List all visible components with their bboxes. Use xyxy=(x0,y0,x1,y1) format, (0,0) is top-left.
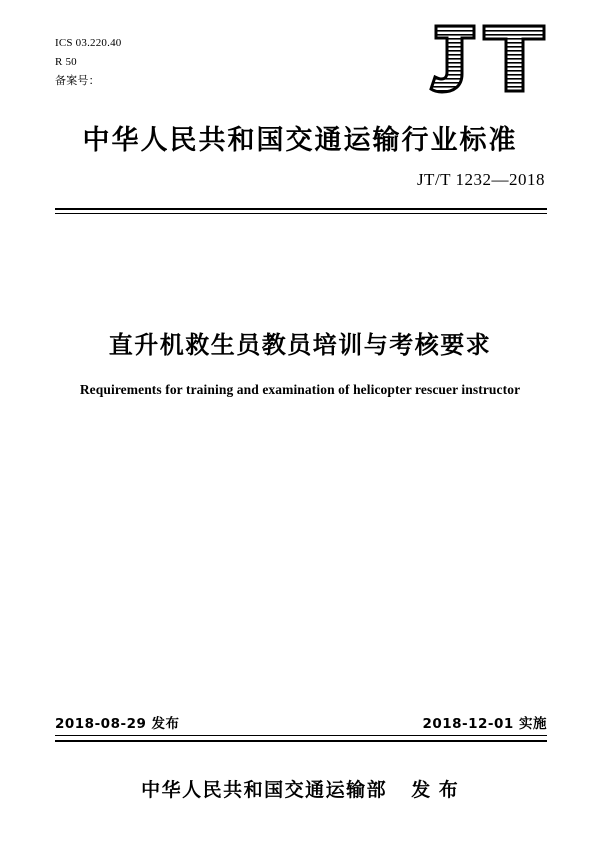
jt-logo-icon xyxy=(428,22,548,96)
document-meta-block xyxy=(55,34,121,91)
divider-bottom-thick xyxy=(55,740,547,742)
divider-top-thick xyxy=(55,208,547,210)
publish-label: 发 布 xyxy=(411,779,459,801)
divider-bottom-thin xyxy=(55,735,547,736)
ics-code: ICS 03.220.40 xyxy=(55,37,122,49)
issue-date: 2018-08-29 发布 xyxy=(55,716,180,732)
organization-title: 中华人民共和国交通运输行业标准 xyxy=(82,125,518,156)
date-row xyxy=(55,712,547,732)
divider-top-thin xyxy=(55,213,547,214)
issuer-line xyxy=(0,775,600,802)
record-number: 备案号： xyxy=(55,75,100,87)
issuer-name: 中华人民共和国交通运输部 xyxy=(141,779,388,801)
classification-code: R 50 xyxy=(55,56,77,68)
page-title-english: Requirements for training and examination of helicopter rescuer instructor xyxy=(79,382,521,397)
effective-date: 2018-12-01 实施 xyxy=(422,716,547,732)
page-title: 直升机救生员教员培训与考核要求 xyxy=(108,331,492,359)
standard-number: JT/T 1232—2018 xyxy=(416,170,545,189)
